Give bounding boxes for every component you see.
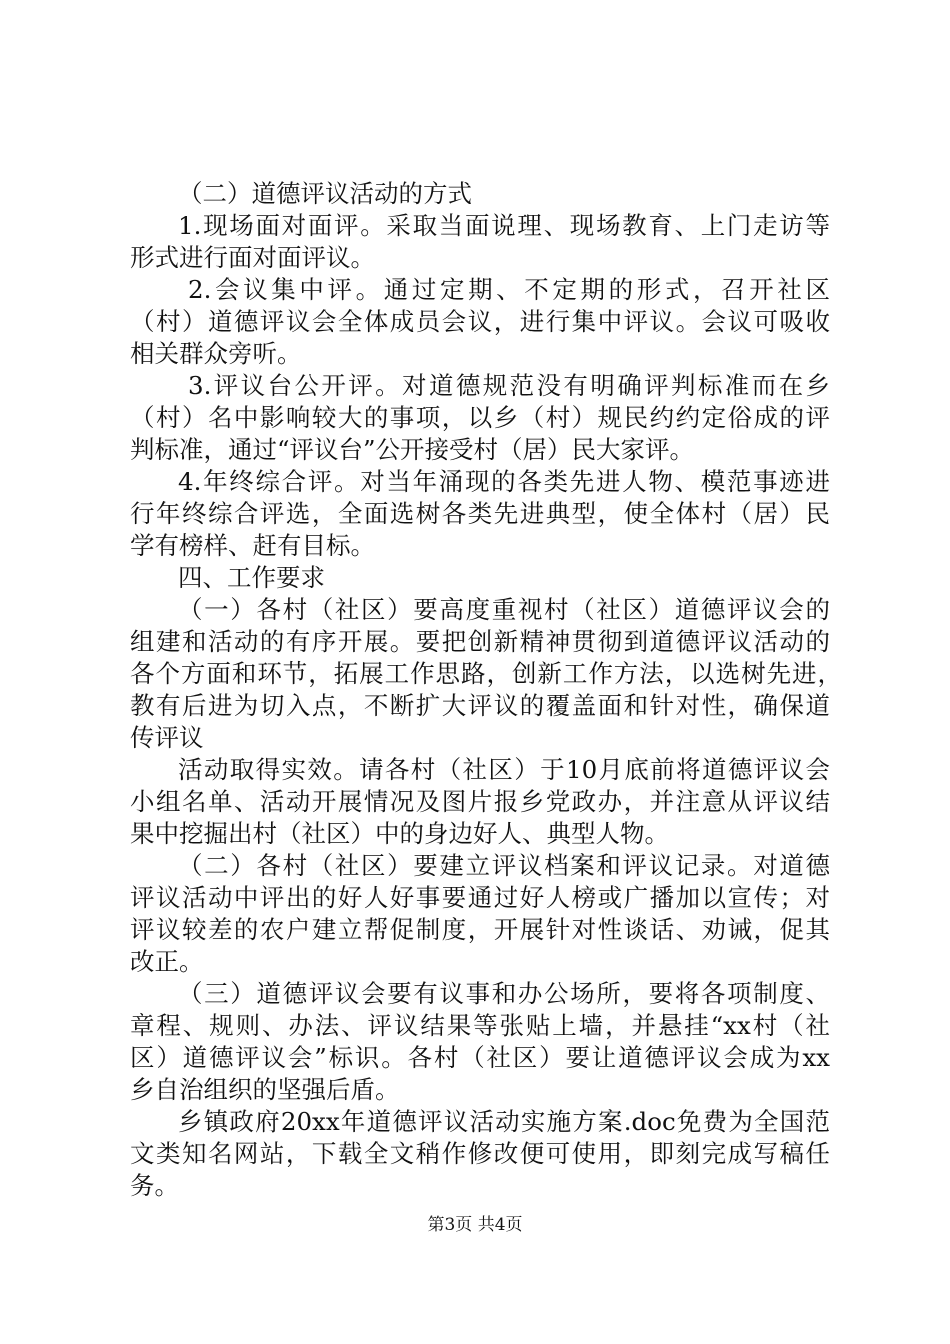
paragraph-line: 乡自治组织的坚强后盾。 bbox=[130, 1075, 400, 1104]
paragraph-line: 各个方面和环节，拓展工作思路，创新工作方法，以选树先进， bbox=[130, 659, 842, 688]
paragraph-line: 活动取得实效。请各村（社区）于10月底前将道德评议会 bbox=[178, 755, 830, 784]
paragraph-line: 文类知名网站，下载全文稍作修改便可使用，即刻完成写稿任 bbox=[130, 1139, 830, 1168]
paragraph-line: 学有榜样、赶有目标。 bbox=[130, 531, 375, 560]
page-number-footer: 第3页 共4页 bbox=[427, 1215, 523, 1235]
paragraph-line: 传评议 bbox=[130, 723, 204, 752]
paragraph-line: （一）各村（社区）要高度重视村（社区）道德评议会的 bbox=[178, 595, 830, 624]
paragraph-line: 改正。 bbox=[130, 947, 204, 976]
paragraph-line: 小组名单、活动开展情况及图片报乡党政办，并注意从评议结 bbox=[130, 787, 830, 816]
paragraph-line: 评议活动中评出的好人好事要通过好人榜或广播加以宣传；对 bbox=[130, 883, 830, 912]
paragraph-line: （村）道德评议会全体成员会议，进行集中评议。会议可吸收 bbox=[130, 307, 830, 336]
paragraph-line: 1.现场面对面评。采取当面说理、现场教育、上门走访等 bbox=[178, 211, 830, 240]
paragraph-line: 教有后进为切入点，不断扩大评议的覆盖面和针对性，确保道 bbox=[130, 691, 830, 720]
paragraph-line: （三）道德评议会要有议事和办公场所，要将各项制度、 bbox=[178, 979, 830, 1008]
paragraph-line: 乡镇政府20xx年道德评议活动实施方案.doc免费为全国范 bbox=[178, 1107, 830, 1136]
paragraph-line: 组建和活动的有序开展。要把创新精神贯彻到道德评议活动的 bbox=[130, 627, 830, 656]
paragraph-line: 区）道德评议会”标识。各村（社区）要让道德评议会成为xx bbox=[130, 1043, 830, 1072]
paragraph-line: 形式进行面对面评议。 bbox=[130, 243, 375, 272]
paragraph-line: （村）名中影响较大的事项，以乡（村）规民约约定俗成的评 bbox=[130, 403, 830, 432]
paragraph-line: 判标准，通过“评议台”公开接受村（居）民大家评。 bbox=[130, 435, 695, 464]
paragraph-line: 行年终综合评选，全面选树各类先进典型，使全体村（居）民 bbox=[130, 499, 830, 528]
paragraph-line: 2.会议集中评。通过定期、不定期的形式，召开社区 bbox=[188, 275, 830, 304]
paragraph-line: 务。 bbox=[130, 1171, 179, 1200]
paragraph-line: 果中挖掘出村（社区）中的身边好人、典型人物。 bbox=[130, 819, 669, 848]
subheading-methods: （二）道德评议活动的方式 bbox=[178, 179, 472, 208]
paragraph-line: 章程、规则、办法、评议结果等张贴上墙，并悬挂“xx村（社 bbox=[130, 1011, 830, 1040]
paragraph-line: （二）各村（社区）要建立评议档案和评议记录。对道德 bbox=[178, 851, 830, 880]
paragraph-line: 4.年终综合评。对当年涌现的各类先进人物、模范事迹进 bbox=[178, 467, 830, 496]
paragraph-line: 3.评议台公开评。对道德规范没有明确评判标准而在乡 bbox=[188, 371, 830, 400]
paragraph-line: 评议较差的农户建立帮促制度，开展针对性谈话、劝诫，促其 bbox=[130, 915, 830, 944]
paragraph-line: 相关群众旁听。 bbox=[130, 339, 302, 368]
section-heading: 四、工作要求 bbox=[178, 563, 325, 592]
